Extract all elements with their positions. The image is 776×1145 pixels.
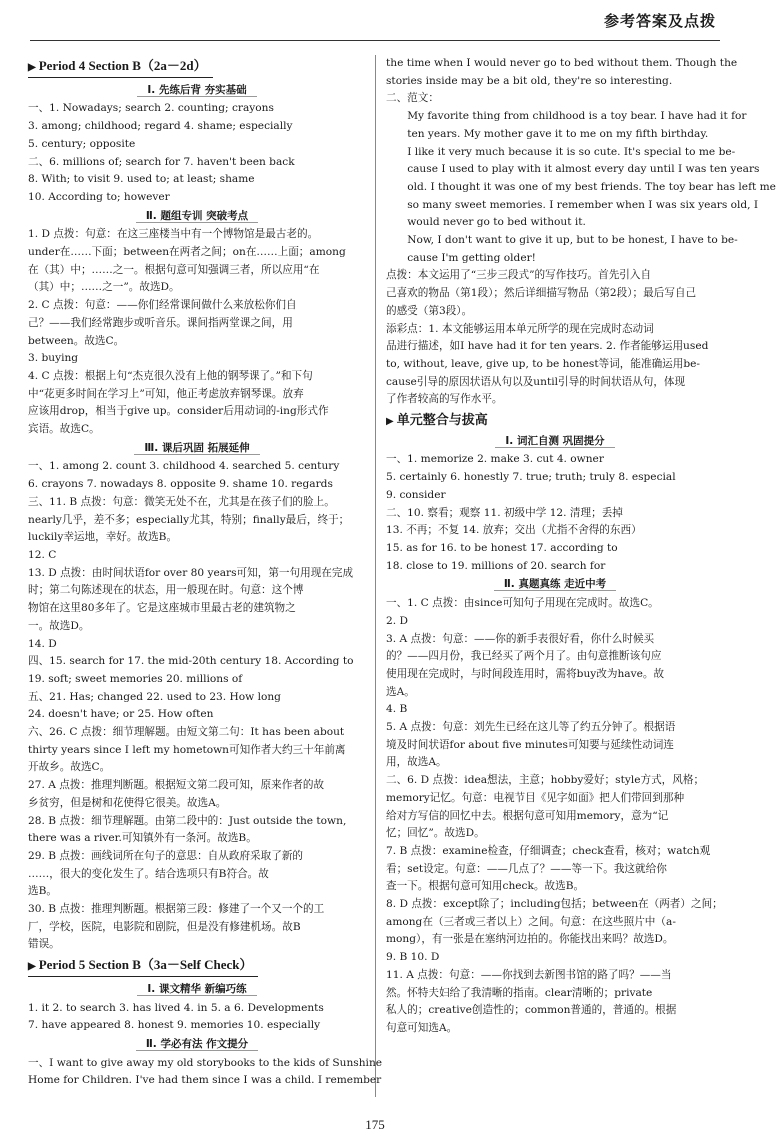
text-line: mong），有一张是在塞纳河边拍的。你能找出来吗？故选D。 [386, 933, 674, 946]
text-line: 11. A 点拨：句意：——你找到去新图书馆的路了吗？——当 [386, 968, 672, 981]
text-line: the time when I would never go to bed without them. Though the [386, 57, 738, 69]
text-line: 7. have appeared 8. honest 9. memories 10. especially [28, 1019, 321, 1032]
text-line: 在（其）中；……之一。根据句意可知强调三者，所以应用“在 [28, 263, 320, 276]
text-line: 中“花更多时间在学习上”可知，他正考虑放弃钢琴课。放弃 [28, 387, 304, 400]
text-line: 2. C 点拨：句意：——你们经常课间做什么来放松你们自 [28, 299, 297, 312]
text-line: 忆；回忆”。故选D。 [386, 827, 485, 840]
right-section2-lines [386, 595, 724, 1038]
text-line: 厂，学校，医院，电影院和剧院，但是没有修建机场。故B [28, 920, 301, 933]
text-line: 18. close to 19. millions of 20. search for [386, 559, 606, 572]
text-line: 29. B 点拨：画线词所在句子的意思：自从政府采取了新的 [28, 849, 304, 862]
text-line: 13. 不再；不复 14. 放弃；交出（尤指不舍得的东西） [386, 524, 642, 537]
text-line: cause I'm getting older! [407, 251, 536, 264]
section-heading: Ⅰ. 先练后背 夯实基础 [28, 82, 366, 100]
text-line: 一、1. memorize 2. make 3. cut 4. owner [386, 453, 604, 466]
text-line: 二、10. 察看；观察 11. 初级中学 12. 清理；丢掉 [386, 506, 623, 519]
text-line: ……，很大的变化发生了。结合选项只有B符合。故 [28, 867, 269, 880]
text-line: 一、1. Nowadays; search 2. counting; crayons [28, 102, 274, 115]
text-line: 错误。 [28, 938, 60, 951]
text-line: 一、1. among 2. count 3. childhood 4. searched 5. century [28, 460, 340, 473]
text-line: 的感受（第3段）。 [386, 304, 473, 317]
right-top-lines [386, 55, 738, 108]
text-line: 五、21. Has; changed 22. used to 23. How long [28, 690, 281, 703]
text-line: 添彩点：1. 本文能够运用本单元所学的现在完成时态动词 [386, 322, 654, 335]
right-section1-lines [386, 451, 724, 575]
essay-text [386, 108, 776, 267]
text-line: 4. C 点拨：根据上句“杰克很久没有上他的钢琴课了。”和下句 [28, 369, 313, 382]
text-line: 24. doesn't have; or 25. How often [28, 708, 214, 721]
watermark-logo [592, 1081, 742, 1141]
text-line: 时；第二句陈述现在的状态，用一般现在时。句意：这个博 [28, 584, 304, 597]
text-line: 19. soft; sweet memories 20. millions of [28, 672, 243, 685]
left-section2-lines [28, 226, 366, 438]
text-line: nearly几乎，差不多；especially尤其，特别；finally最后，终于； [28, 513, 350, 526]
text-line: Home for Children. I've had them since I was a child. I remember [28, 1074, 382, 1087]
section-heading: Ⅱ. 真题真练 走近中考 [386, 576, 724, 594]
essay-highlight [386, 321, 724, 410]
text-line: 1. D 点拨：句意：在这三座楼当中有一个博物馆是最古老的。 [28, 228, 319, 241]
text-line: thirty years since I left my hometown可知作者大约三十年前离 [28, 743, 346, 756]
text-line: 10. According to; however [28, 190, 170, 203]
text-line: would never go to bed without it. [407, 216, 586, 229]
text-line: cause I used to play with it almost every day until I was ten years [407, 163, 760, 176]
period4-heading: ▶ Period 4 Section B（2a－2d） [28, 57, 213, 78]
page-header [0, 0, 750, 48]
right-column [386, 55, 776, 1038]
text-line: 1. it 2. to search 3. has lived 4. in 5. a 6. Developments [28, 1001, 324, 1014]
left-section5-lines [28, 1055, 383, 1090]
left-column [28, 55, 383, 1090]
text-line: so many sweet memories. I remember when I was six years old, I [407, 198, 759, 211]
text-line: among在（三者或三者以上）之间。句意：在这些照片中（a- [386, 915, 676, 928]
triangle-icon: ▶ [386, 416, 394, 428]
section-heading: Ⅲ. 课后巩固 拓展延伸 [28, 440, 366, 458]
text-line: 看；set设定。句意：——几点了？——等一下。我这就给你 [386, 862, 667, 875]
text-line: 3. A 点拨：句意：——你的新手表很好看，你什么时候买 [386, 632, 655, 645]
page-number: 175 [365, 1117, 385, 1132]
text-line: 物馆在这里80多年了。它是这座城市里最古老的建筑物之 [28, 602, 296, 615]
section-heading: Ⅱ. 题组专训 突破考点 [28, 208, 366, 226]
period5-heading: ▶ Period 5 Section B（3a－Self Check） [28, 956, 258, 977]
text-line: 5. certainly 6. honestly 7. true; truth; truly 8. especial [386, 471, 676, 484]
triangle-icon: ▶ [28, 961, 36, 973]
text-line: 查一下。根据句意可知用check。故选B。 [386, 880, 585, 893]
essay-note [386, 267, 724, 320]
text-line: 私人的；creative创造性的；common普通的，普通的。根据 [386, 1004, 677, 1017]
text-line: 14. D [28, 637, 57, 650]
text-line: 27. A 点拨：推理判断题。根据短文第二段可知，原来作者的故 [28, 779, 325, 792]
text-line: 了作者较高的写作水平。 [386, 393, 503, 406]
text-line: 宾语。故选C。 [28, 423, 100, 436]
text-line: under在……下面；between在两者之间；on在……上面；among [28, 246, 346, 259]
text-line: memory记忆。句意：电视节目《见字如面》把人们带回到那种 [386, 791, 685, 804]
text-line: 三、11. B 点拨：句意：微笑无处不在，尤其是在孩子们的脸上。 [28, 495, 335, 508]
text-line: 一。故选D。 [28, 619, 90, 632]
text-line: 境及时间状语for about five minutes可知要与延续性动词连 [386, 738, 674, 751]
text-line: 9. B 10. D [386, 951, 440, 964]
text-line: Now, I don't want to give it up, but to be honest, I have to be- [407, 234, 738, 247]
text-line: 然。怀特夫妇给了我清晰的指南。clear清晰的；private [386, 986, 653, 999]
text-line: 8. D 点拨：except除了；including包括；between在（两者）之间； [386, 898, 723, 911]
text-line: 己？——我们经常跑步或听音乐。课间指两堂课之间，用 [28, 316, 293, 329]
text-line: My favorite thing from childhood is a toy bear. I have had it for [407, 110, 747, 123]
text-line: to, without, leave, give up, to be honest等词，能准确运用be- [386, 357, 700, 370]
section-heading: Ⅰ. 课文精华 新编巧练 [28, 981, 366, 999]
text-line: 选A。 [386, 685, 415, 698]
text-line: 己喜欢的物品（第1段）；然后详细描写物品（第2段）；最后写自己 [386, 287, 697, 300]
triangle-icon: ▶ [28, 62, 36, 73]
text-line: 一、I want to give away my old storybooks to the kids of Sunshine [28, 1056, 383, 1069]
text-line: 应该用drop，相当于give up。consider后用动词的-ing形式作 [28, 405, 329, 418]
text-line: I like it very much because it is so cute. It's special to me be- [407, 145, 736, 158]
text-line: 乡贫穷，但是树和花使得它很美。故选A。 [28, 796, 227, 809]
section-heading: Ⅰ. 词汇自测 巩固提分 [386, 433, 724, 451]
text-line: luckily幸运地，幸好。故选B。 [28, 531, 178, 544]
text-line: ten years. My mother gave it to me on my fifth birthday. [407, 127, 709, 140]
text-line: 给对方写信的回忆中去。根据句意可知用memory，意为“记 [386, 809, 669, 822]
text-line: 二、范文： [386, 92, 439, 105]
section-heading: Ⅱ. 学必有法 作文提分 [28, 1036, 366, 1054]
text-line: there was a river.可知镇外有一条河。故选B。 [28, 832, 257, 845]
text-line: 用，故选A。 [386, 756, 447, 769]
text-line: 2. D [386, 614, 408, 627]
text-line: 句意可知选A。 [386, 1021, 458, 1034]
text-line: 的？——四月份，我已经买了两个月了。由句意推断该句应 [386, 650, 662, 663]
text-line: 9. consider [386, 488, 446, 501]
text-line: 5. century; opposite [28, 137, 136, 150]
text-line: 5. A 点拨：句意：刘先生已经在这儿等了约五分钟了。根据语 [386, 721, 676, 734]
column-divider [375, 55, 376, 1097]
text-line: 3. among; childhood; regard 4. shame; especially [28, 120, 293, 133]
text-line: 选B。 [28, 885, 57, 898]
header-rule [30, 40, 720, 41]
text-line: 3. buying [28, 352, 79, 365]
left-section1-lines [28, 100, 366, 206]
text-line: 4. B [386, 703, 408, 716]
text-line: 6. crayons 7. nowadays 8. opposite 9. shame 10. regards [28, 478, 333, 491]
text-line: 二、6. millions of; search for 7. haven't been back [28, 155, 295, 168]
text-line: 二、6. D 点拨：idea想法，主意；hobby爱好；style方式，风格； [386, 774, 705, 787]
text-line: cause引导的原因状语从句以及until引导的时间状语从句，体现 [386, 375, 686, 388]
text-line: 六、26. C 点拨：细节理解题。由短文第二句：It has been about [28, 726, 345, 739]
text-line: between。故选C。 [28, 334, 125, 347]
text-line: 7. B 点拨：examine检查，仔细调查；check查看，核对；watch观 [386, 844, 711, 857]
text-line: （其）中；……之一”。故选D。 [28, 281, 180, 294]
text-line: 使用现在完成时，与时间段连用时，需将buy改为have。故 [386, 667, 665, 680]
text-line: stories inside may be a bit old, they're so interesting. [386, 74, 673, 87]
text-line: 13. D 点拨：由时间状语for over 80 years可知，第一句用现在完成 [28, 566, 354, 579]
header-title: 参考答案及点拨 [603, 12, 716, 30]
text-line: 点拨：本文运用了“三步三段式”的写作技巧。首先引入自 [386, 269, 652, 282]
left-section4-lines [28, 1000, 366, 1035]
text-line: 四、15. search for 17. the mid-20th century 18. According to [28, 655, 354, 668]
text-line: 开故乡。故选C。 [28, 761, 111, 774]
unit-heading: ▶ 单元整合与拔高 [386, 413, 488, 429]
text-line: old. I thought it was one of my best friends. The toy bear has left me [407, 180, 776, 193]
text-line: 12. C [28, 548, 57, 561]
text-line: 15. as for 16. to be honest 17. according to [386, 541, 618, 554]
text-line: 30. B 点拨：推理判断题。根据第三段：修建了一个又一个的工 [28, 903, 325, 916]
text-line: 28. B 点拨：细节理解题。由第二段中的：Just outside the town, [28, 814, 347, 827]
text-line: 品进行描述，如I have had it for ten years. 2. 作者能够运用used [386, 340, 709, 353]
text-line: 一、1. C 点拨：由since可知句子用现在完成时。故选C。 [386, 597, 659, 610]
left-section3-lines [28, 458, 366, 954]
text-line: 8. With; to visit 9. used to; at least; shame [28, 173, 255, 186]
